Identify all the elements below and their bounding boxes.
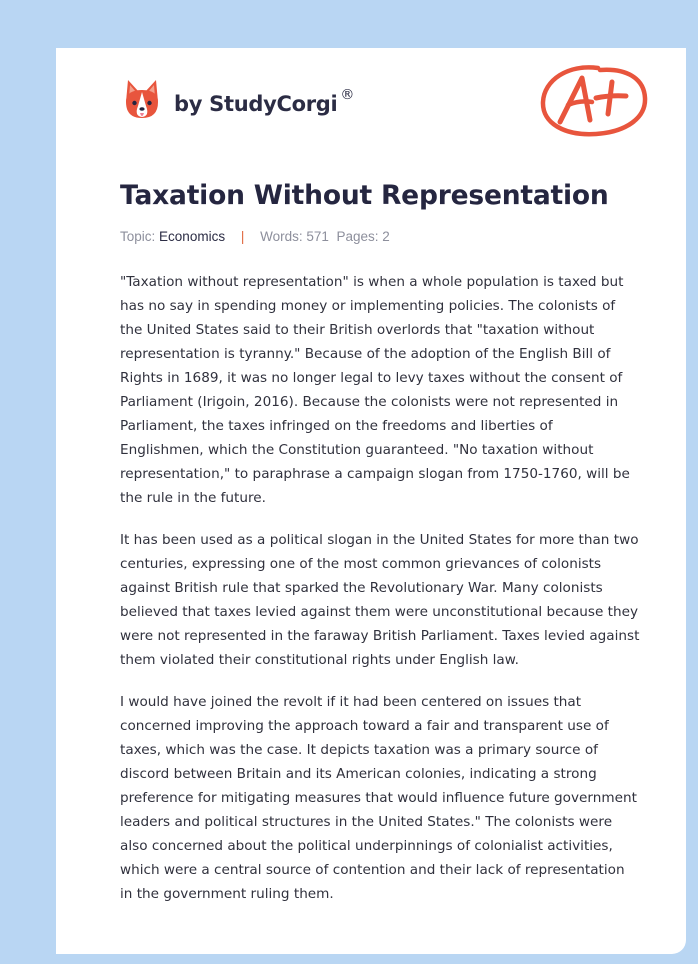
topic-label: Topic: [120, 229, 156, 244]
pages-value: 2 [382, 229, 390, 244]
meta-separator: | [240, 229, 245, 244]
pages-label: Pages: [336, 229, 379, 244]
document-page [56, 48, 686, 954]
paragraph: I would have joined the revolt if it had been centered on issues that concerned improving the approach toward a fair and transparent use of taxes, which was the case. It depicts taxation was a primary source of discord between Britain and its American colonies, indicating a strong preference for mitigating measures that would influence future government leaders and political structures in the United States." The colonists were also concerned about the political underpinnings of colonialist activities, which were a central source of contention and their lack of representation in the government ruling them. [120, 694, 637, 902]
paragraph: It has been used as a political slogan in the United States for more than two centuries, expressing one of the most common grievances of colonists against British rule that sparked the Revolutionary War. Many colonists believed that taxes levied against them were unconstitutional because they were not represented in the faraway British Parliament. Taxes levied against them violated their constitutional rights under English law. [120, 532, 640, 668]
document-meta [120, 229, 390, 244]
corgi-logo-icon [122, 78, 162, 122]
topic-value[interactable]: Economics [159, 229, 226, 244]
a-plus-badge-icon [538, 60, 650, 140]
words-value: 571 [306, 229, 329, 244]
registered-mark: ® [340, 86, 355, 103]
document-title: Taxation Without Representation [120, 180, 609, 211]
document-body [120, 270, 640, 924]
studycorgi-logo[interactable] [122, 76, 354, 124]
words-label: Words: [260, 229, 303, 244]
paragraph: "Taxation without representation" is when a whole population is taxed but has no say in spending money or implementing policies. The colonists of the United States said to their British overlords that "taxation without representation is tyranny." Because of the adoption of the English Bill of Rights in 1689, it was no longer legal to levy taxes without the consent of Parliament (Irigoin, 2016). Because the colonists were not represented in Parliament, the taxes infringed on the freedoms and liberties of Englishmen, which the Constitution guaranteed. "No taxation without representation," to paraphrase a campaign slogan from 1750-1760, will be the rule in the future. [120, 274, 630, 506]
brand-name: by StudyCorgi ® [174, 86, 355, 116]
